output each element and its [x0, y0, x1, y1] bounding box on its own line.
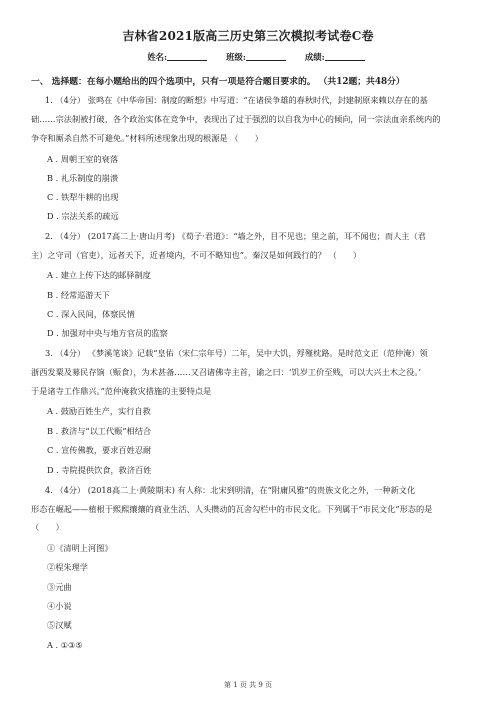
- q4-line-1: 4. （4分） (2018高二上·黄陵期末) 有人称：北宋到明清，在“附庸风雅”的贵族文化之外，一种新文化: [45, 485, 416, 495]
- page-title: 吉林省2021版高三历史第三次模拟考试卷C卷: [122, 29, 374, 43]
- q1-option-b: B . 礼乐制度的崩溃: [47, 173, 119, 183]
- q1-option-d: D . 宗法关系的疏远: [47, 211, 119, 221]
- q4-item-5: ⑤汉赋: [47, 620, 72, 630]
- q3-option-b: B . 救济与“以工代赈”相结合: [47, 426, 152, 436]
- q3-line-1: 3. （4分） 《梦溪笔谈》记载“皇佑（宋仁宗年号）二年，吴中大饥，殍殣枕路。是时范文正（范仲淹）领: [45, 348, 428, 358]
- q2-option-c: C . 深入民间，体察民情: [47, 309, 135, 319]
- class-label: 班级:: [226, 52, 246, 62]
- q1-line-2: 础……宗法制被打破，各个政治实体在竞争中，表现出了过于强烈的以自我为中心的倾向，同一宗法血亲系统内的: [31, 114, 441, 124]
- q1-line-1: 1. （4分） 张鸣在《中华帝国：制度的断想》中写道：“在诸侯争雄的春秋时代，封建制原来赖以存在的基: [45, 95, 428, 105]
- q2-option-a: A . 建立上传下达的邮驿制度: [47, 270, 151, 280]
- name-blank: [167, 52, 207, 61]
- score-blank: [325, 52, 365, 61]
- q4-item-3: ③元曲: [47, 582, 72, 592]
- q1-line-3: 争夺和厮杀自然不可避免。”材料所述现象出现的根源是 （ ）: [31, 133, 263, 143]
- q3-option-d: D . 寺院提供饮食，救济百姓: [47, 465, 152, 475]
- q3-line-2: 浙西发粟及募民存饷（赈食），为术甚备……又召诸佛寺主首，谕之曰：‘饥岁工价至贱，可以大兴土木之役。’: [31, 367, 422, 377]
- q1-option-c: C . 铁犁牛耕的出现: [47, 192, 119, 202]
- q4-item-1: ①《清明上河图》: [47, 543, 113, 553]
- q3-option-a: A . 鼓励百姓生产，实行自救: [47, 406, 151, 416]
- q1-option-a: A . 周朝王室的衰落: [47, 154, 119, 164]
- q2-line-1: 2. （4分） (2017高二上·唐山月考) 《荀子·君道》：“墙之外，目不见也；里之前，耳不闻也；而人主（君: [45, 231, 426, 241]
- q4-line-3: （ ）: [31, 522, 64, 532]
- q4-item-4: ④小说: [47, 601, 72, 611]
- q4-item-2: ②程朱理学: [47, 562, 88, 572]
- student-info-row: [0, 51, 496, 63]
- section-heading: 一、 选择题：在每小题给出的四个选项中，只有一项是符合题目要求的。 （共12题；共48分）: [31, 77, 405, 87]
- class-blank: [246, 52, 286, 61]
- score-label: 成绩:: [304, 52, 325, 62]
- q3-line-3: 于是诸寺工作鼎兴。”范仲淹救灾措施的主要特点是: [31, 386, 212, 396]
- name-label: 姓名:: [147, 52, 168, 62]
- q2-line-2: 主）之守司（官吏），远者天下，近者境内，不可不略知也”。秦汉是如何践行的？ （ ）: [31, 250, 362, 260]
- q2-option-b: B . 经常巡游天下: [47, 290, 110, 300]
- q3-option-c: C . 宣传佛教，要求百姓忍耐: [47, 445, 152, 455]
- q4-line-2: 形态在崛起——植根于熙熙攘攘的商业生活、人头攒动的瓦舍勾栏中的市民文化。下列属于“市民文化”形态的是: [31, 504, 433, 514]
- q4-option-a: A . ①③⑤: [47, 640, 83, 650]
- page-footer: 第 1 页 共 9 页: [223, 681, 273, 689]
- q2-option-d: D . 加强对中央与地方官员的监察: [47, 328, 168, 338]
